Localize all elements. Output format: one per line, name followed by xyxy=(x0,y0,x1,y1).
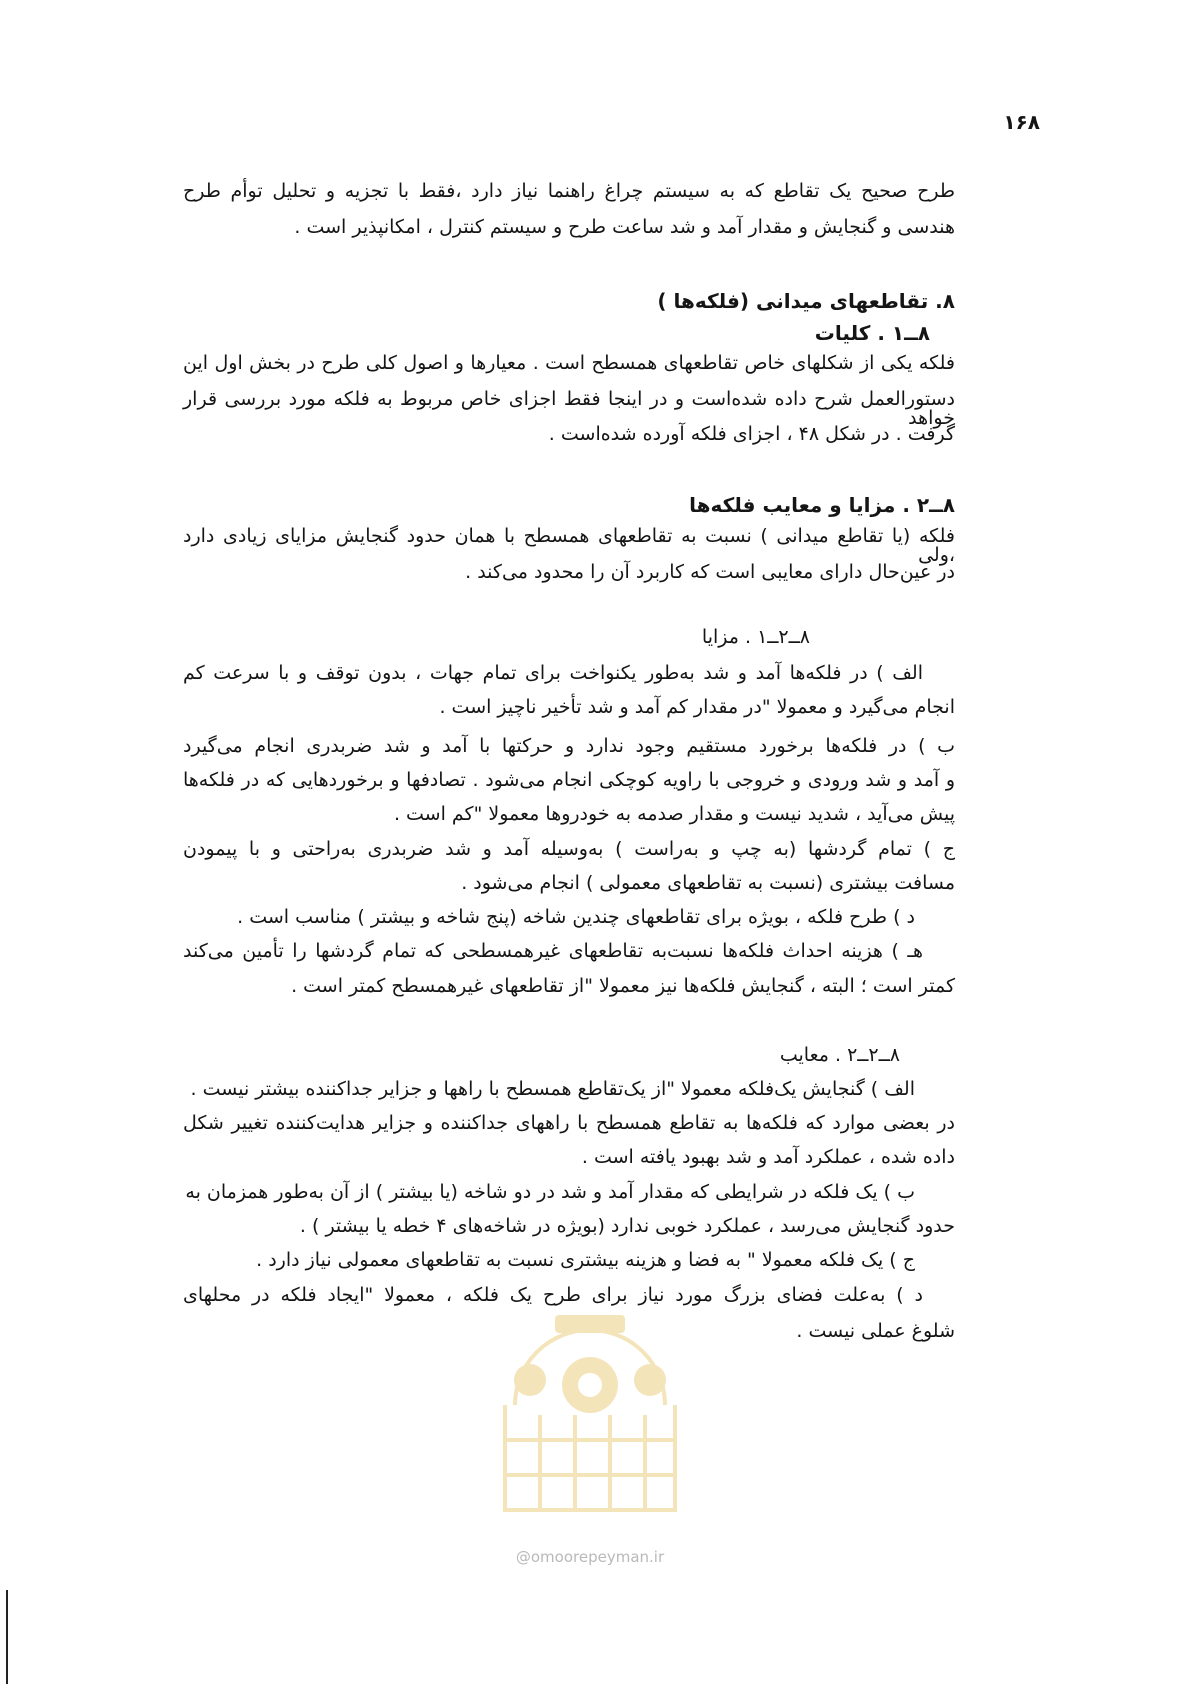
disadvantages-heading: ۸ــ۲ــ۲ . معایب xyxy=(779,1044,900,1066)
section-8-1-line-3: گرفت . در شکل ۴۸ ، اجزای فلکه آورده شده‌است . xyxy=(548,423,955,445)
page-number: ۱۶۸ xyxy=(1003,110,1040,134)
advantages-line-9: هـ ) هزینه احداث فلکه‌ها نسبت‌به تقاطعهای غیرهمسطحی که تمام گردشها را تأمین می‌کند xyxy=(183,940,923,962)
advantages-line-8: د ) طرح فلکه ، بویژه برای تقاطعهای چندین شاخه (پنج شاخه و بیشتر ) مناسب است . xyxy=(237,906,915,928)
disadvantages-line-3: داده شده ، عملکرد آمد و شد بهبود یافته است . xyxy=(581,1146,955,1168)
advantages-line-3: ب ) در فلکه‌ها برخورد مستقیم وجود ندارد و حرکتها با آمد و شد ضربدری انجام می‌گیرد xyxy=(183,735,955,757)
section-8-heading: ۸. تقاطعهای میدانی (فلکه‌ها ) xyxy=(657,289,955,313)
advantages-heading: ۸ــ۲ــ۱ . مزایا xyxy=(701,626,810,648)
disadvantages-line-2: در بعضی موارد که فلکه‌ها به تقاطع همسطح با راههای جداکننده و جزایر هدایت‌کننده تغییر شکل xyxy=(183,1112,955,1134)
section-8-2-heading: ۸ــ۲ . مزایا و معایب فلکه‌ها xyxy=(689,493,955,517)
watermark-emblem xyxy=(485,1285,695,1530)
section-8-1-line-1: فلکه یکی از شکلهای خاص تقاطعهای همسطح است . معیارها و اصول کلی طرح در بخش اول این xyxy=(183,352,955,374)
advantages-line-7: مسافت بیشتری (نسبت به تقاطعهای معمولی ) انجام می‌شود . xyxy=(461,872,955,894)
disadvantages-line-1: الف ) گنجایش یک‌فلکه معمولا "از یک‌تقاطع همسطح با راهها و جزایر جداکننده بیشتر نیست . xyxy=(190,1078,915,1100)
section-8-1-line-2: دستورالعمل شرح داده شده‌است و در اینجا فقط اجزای خاص مربوط به فلکه مورد بررسی قرار خواهد xyxy=(183,388,955,429)
intro-line-2: هندسی و گنجایش و مقدار آمد و شد ساعت طرح و سیستم کنترل ، امکانپذیر است . xyxy=(294,216,955,238)
intro-line-1: طرح صحیح یک تقاطع که به سیستم چراغ راهنما نیاز دارد ،فقط با تجزیه و تحلیل توأم طرح xyxy=(183,180,955,202)
disadvantages-line-8: شلوغ عملی نیست . xyxy=(796,1320,955,1342)
disadvantages-line-7: د ) به‌علت فضای بزرگ مورد نیاز برای طرح یک فلکه ، معمولا "ایجاد فلکه در محلهای xyxy=(183,1284,923,1306)
advantages-line-1: الف ) در فلکه‌ها آمد و شد به‌طور یکنواخت برای تمام جهات ، بدون توقف و با سرعت کم xyxy=(183,662,923,684)
section-8-2-line-2: در عین‌حال دارای معایبی است که کاربرد آن را محدود می‌کند . xyxy=(465,561,955,583)
disadvantages-line-4: ب ) یک فلکه در شرایطی که مقدار آمد و شد در دو شاخه (یا بیشتر ) از آن به‌طور همزمان به xyxy=(185,1181,915,1203)
advantages-line-6: ج ) تمام گردشها (به چپ و به‌راست ) به‌وسیله آمد و شد ضربدری به‌راحتی و با پیمودن xyxy=(183,838,955,860)
disadvantages-line-5: حدود گنجایش می‌رسد ، عملکرد خوبی ندارد (بویژه در شاخه‌های ۴ خطه یا بیشتر ) . xyxy=(299,1215,955,1237)
scan-edge-mark xyxy=(6,1590,8,1684)
watermark-text: @omoorepeyman.ir xyxy=(515,1548,665,1566)
section-8-2-line-1: فلکه (یا تقاطع میدانی ) نسبت به تقاطعهای همسطح با همان حدود گنجایش مزایای زیادی دارد ،ولی xyxy=(183,525,955,566)
disadvantages-line-6: ج ) یک فلکه معمولا " به فضا و هزینه بیشتری نسبت به تقاطعهای معمولی نیاز دارد . xyxy=(256,1249,915,1271)
advantages-line-5: پیش می‌آید ، شدید نیست و مقدار صدمه به خودروها معمولا "کم است . xyxy=(393,803,955,825)
advantages-line-2: انجام می‌گیرد و معمولا "در مقدار کم آمد و شد تأخیر ناچیز است . xyxy=(439,696,955,718)
advantages-line-4: و آمد و شد ورودی و خروجی با راویه کوچکی انجام می‌شود . تصادفها و برخوردهایی که در فلکه‌ها xyxy=(183,769,955,791)
advantages-line-10: کمتر است ؛ البته ، گنجایش فلکه‌ها نیز معمولا "از تقاطعهای غیرهمسطح کمتر است . xyxy=(291,975,955,997)
section-8-1-heading: ۸ــ۱ . کلیات xyxy=(814,321,930,345)
